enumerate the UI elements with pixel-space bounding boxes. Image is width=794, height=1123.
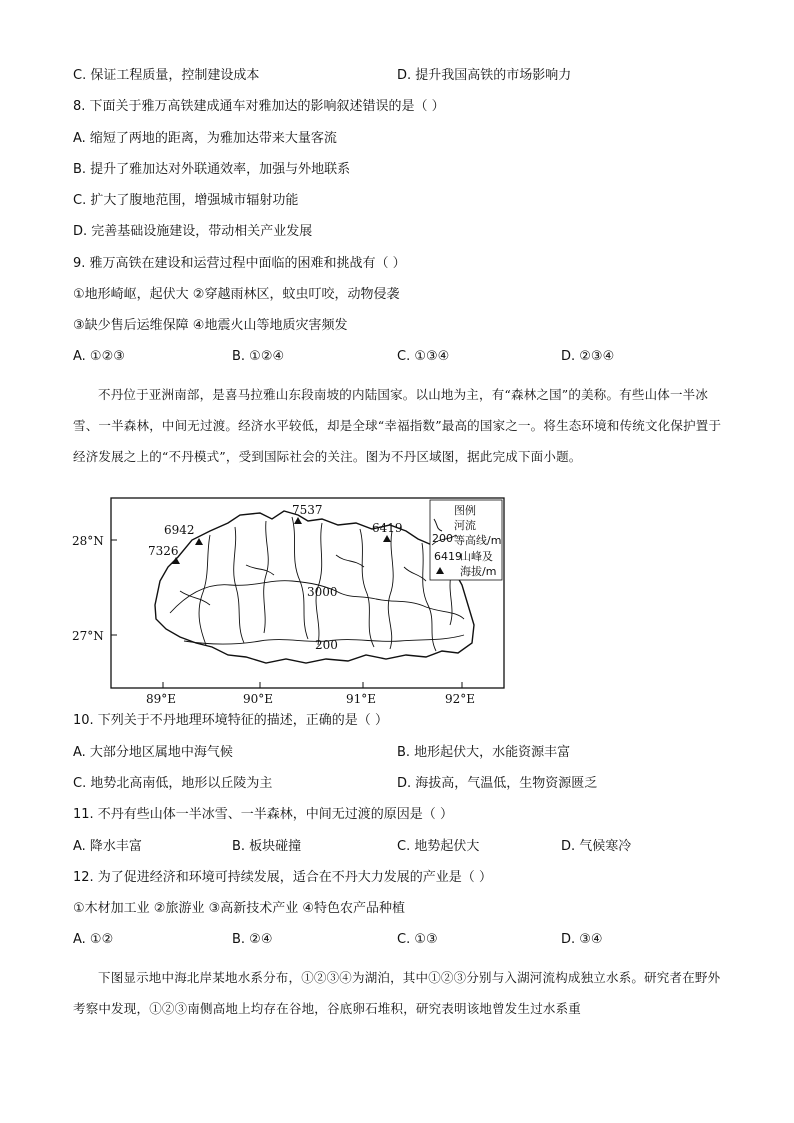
contour-3000-label: 3000 (307, 585, 338, 599)
q7-option-d: D. 提升我国高铁的市场影响力 (397, 68, 572, 83)
legend-peak-label-2: 海拔/m (460, 565, 497, 578)
peak-7537-triangle (294, 517, 302, 524)
legend-contour-sample: 200 (432, 532, 453, 545)
q9-option-d: D. ②③④ (561, 349, 615, 364)
q9-stem: 9. 雅万高铁在建设和运营过程中面临的困难和挑战有（ ） (73, 256, 406, 271)
q8-option-b: B. 提升了雅加达对外联通效率，加强与外地联系 (73, 162, 351, 177)
passage-bhutan-text: 不丹位于亚洲南部，是喜马拉雅山东段南坡的内陆国家。以山地为主，有“森林之国”的美称。有些山体一半冰雪、一半森林，中间无过渡。经济水平较低，却是全球“幸福指数”最高的国家之一。将生态环境和传统文化保护置于经济发展之上的“不丹模式”，受到国际社会的关注。图为不丹区域图，据此完成下面小题。 (73, 387, 722, 464)
lat-27-label: 27°N (72, 629, 104, 643)
q8-option-a: A. 缩短了两地的距离，为雅加达带来大量客流 (73, 131, 337, 146)
legend-peak-sample: 6419 (434, 550, 462, 563)
legend-peak-label-1: 山峰及 (460, 550, 493, 563)
q11-option-c: C. 地势起伏大 (397, 839, 480, 854)
q9-option-a: A. ①②③ (73, 349, 125, 364)
peak-6419-triangle (383, 535, 391, 542)
peak-7537-label: 7537 (292, 503, 323, 517)
q12-option-a: A. ①② (73, 932, 114, 947)
q8-option-c: C. 扩大了腹地范围，增强城市辐射功能 (73, 193, 299, 208)
q9-option-b: B. ①②④ (232, 349, 285, 364)
q12-items: ①木材加工业 ②旅游业 ③高新技术产业 ④特色农产品种植 (73, 901, 406, 916)
q10-option-d: D. 海拔高，气温低，生物资源匮乏 (397, 776, 598, 791)
q12-option-b: B. ②④ (232, 932, 273, 947)
passage-mediterranean-text: 下图显示地中海北岸某地水系分布，①②③④为湖泊，其中①②③分别与入湖河流构成独立水系。研究者在野外考察中发现，①②③南侧高地上均存在谷地，谷底卵石堆积，研究表明该地曾发生过水系重 (73, 970, 721, 1016)
peak-7326-label: 7326 (148, 544, 179, 558)
q12-stem: 12. 为了促进经济和环境可持续发展，适合在不丹大力发展的产业是（ ） (73, 870, 492, 885)
lon-92-label: 92°E (445, 692, 476, 705)
lon-89-label: 89°E (146, 692, 177, 705)
q8-option-d: D. 完善基础设施建设，带动相关产业发展 (73, 224, 313, 239)
q11-stem: 11. 不丹有些山体一半冰雪、一半森林，中间无过渡的原因是（ ） (73, 807, 453, 822)
q9-option-c: C. ①③④ (397, 349, 450, 364)
q12-option-c: C. ①③ (397, 932, 438, 947)
q7-option-c: C. 保证工程质量，控制建设成本 (73, 68, 260, 83)
lon-91-label: 91°E (346, 692, 377, 705)
peak-6419-label: 6419 (372, 521, 403, 535)
passage-mediterranean (73, 962, 723, 1037)
q8-stem: 8. 下面关于雅万高铁建成通车对雅加达的影响叙述错误的是（ ） (73, 99, 445, 114)
q12-option-d: D. ③④ (561, 932, 603, 947)
q10-stem: 10. 下列关于不丹地理环境特征的描述，正确的是（ ） (73, 713, 388, 728)
map-legend (430, 500, 502, 580)
q10-option-a: A. 大部分地区属地中海气候 (73, 745, 233, 760)
q11-option-d: D. 气候寒冷 (561, 839, 632, 854)
lat-28-label: 28°N (72, 534, 104, 548)
q9-items-1: ①地形崎岖，起伏大 ②穿越雨林区，蚊虫叮咬，动物侵袭 (73, 287, 400, 302)
passage-bhutan (73, 379, 723, 485)
bhutan-map (60, 495, 510, 705)
lon-90-label: 90°E (243, 692, 274, 705)
contour-200-label: 200 (315, 638, 338, 652)
q11-option-b: B. 板块碰撞 (232, 839, 302, 854)
legend-contour: 等高线/m (454, 534, 502, 547)
q10-option-c: C. 地势北高南低，地形以丘陵为主 (73, 776, 273, 791)
legend-title: 图例 (454, 504, 476, 517)
peak-6942-triangle (195, 538, 203, 545)
peak-6942-label: 6942 (164, 523, 195, 537)
q9-items-2: ③缺少售后运维保障 ④地震火山等地质灾害频发 (73, 318, 348, 333)
q10-option-b: B. 地形起伏大，水能资源丰富 (397, 745, 571, 760)
q11-option-a: A. 降水丰富 (73, 839, 142, 854)
map-ticks (111, 540, 462, 688)
legend-river: 河流 (454, 519, 476, 532)
peak-7326-triangle (172, 557, 180, 564)
